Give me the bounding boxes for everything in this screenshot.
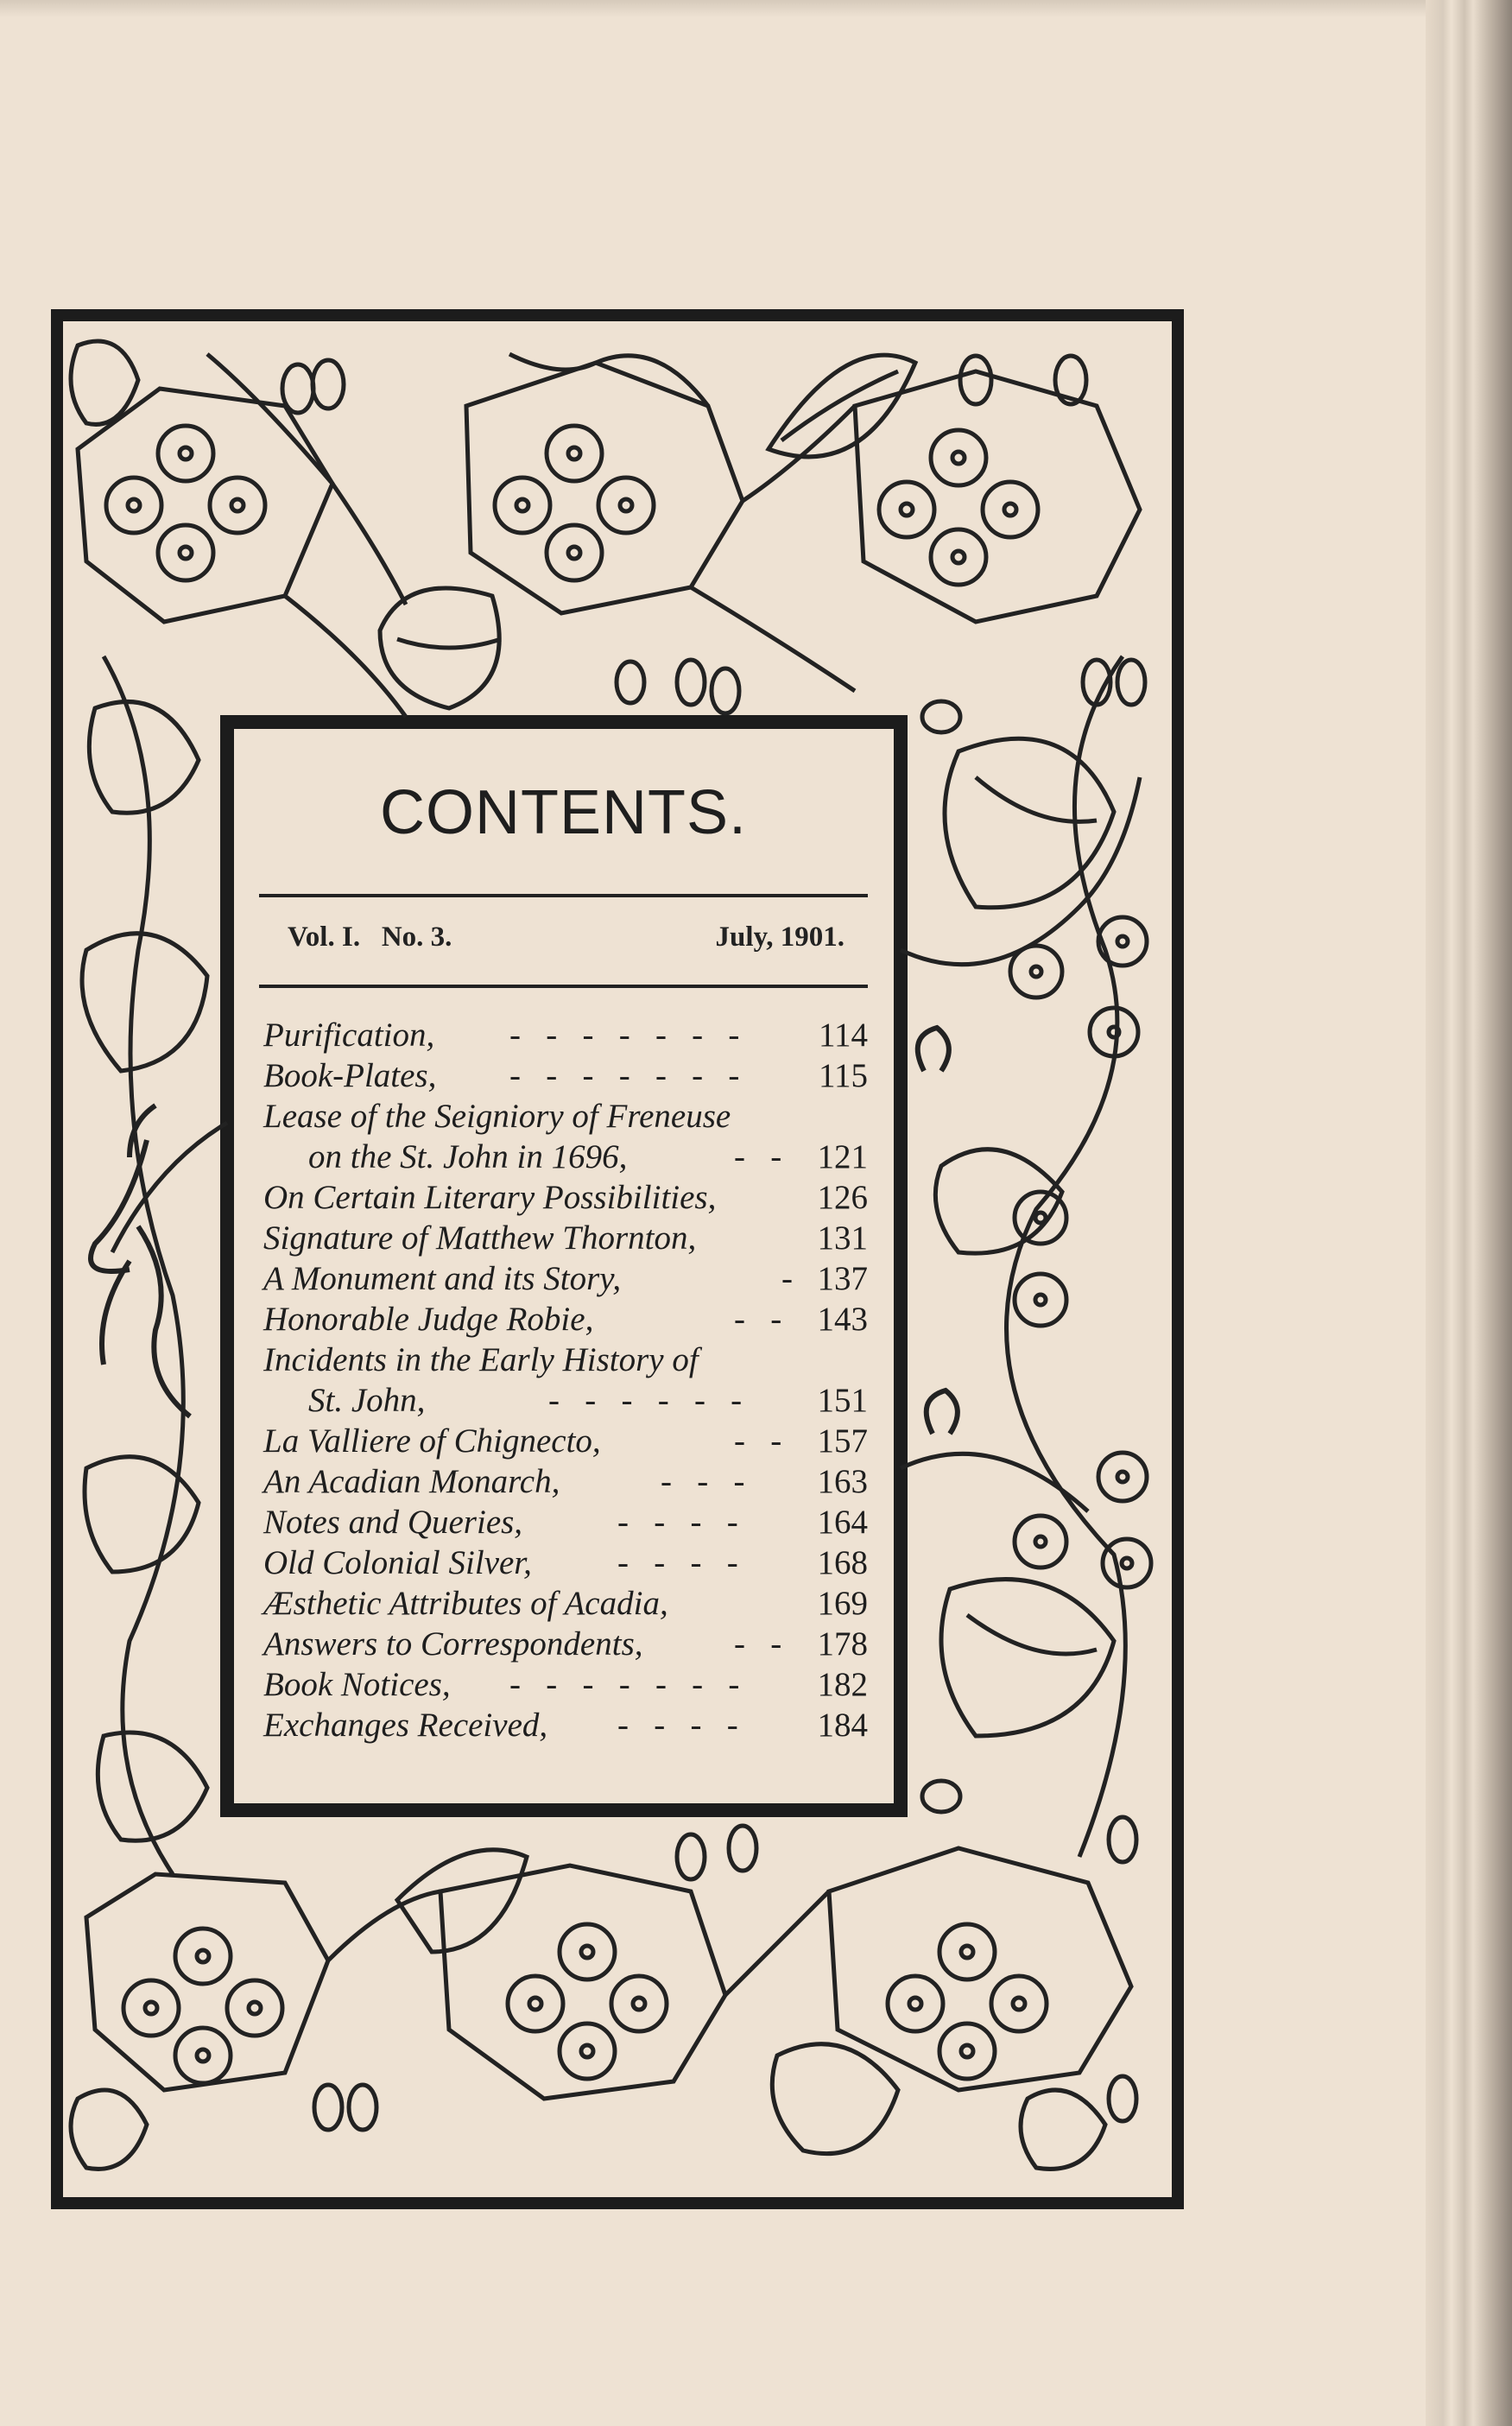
volume-number: Vol. I. No. 3. xyxy=(288,922,452,953)
toc-page-number: 115 xyxy=(818,1057,868,1094)
toc-entry xyxy=(263,1096,868,1137)
toc-entry xyxy=(263,1624,868,1664)
toc-title: Book Notices, xyxy=(263,1666,451,1703)
table-of-contents xyxy=(263,1015,868,1745)
toc-leader: - - - - - - - xyxy=(509,1666,740,1703)
toc-page-number: 178 xyxy=(817,1625,868,1663)
divider-top xyxy=(259,894,868,897)
toc-leader: - - - - - - - xyxy=(509,1057,740,1094)
toc-page-number: 137 xyxy=(817,1260,868,1297)
toc-title: Honorable Judge Robie, xyxy=(263,1301,594,1338)
toc-entry xyxy=(263,1502,868,1542)
page-title: CONTENTS. xyxy=(379,778,747,847)
toc-title: Incidents in the Early History of xyxy=(263,1341,699,1378)
toc-leader: - xyxy=(781,1260,793,1297)
toc-title: St. John, xyxy=(308,1382,426,1419)
toc-page-number: 182 xyxy=(817,1666,868,1703)
toc-title: Notes and Queries, xyxy=(263,1504,523,1541)
toc-title: Old Colonial Silver, xyxy=(263,1544,532,1581)
toc-title: Answers to Correspondents, xyxy=(263,1625,643,1663)
toc-entry xyxy=(263,1137,868,1177)
toc-entry xyxy=(263,1218,868,1258)
toc-title: Lease of the Seigniory of Freneuse xyxy=(263,1098,731,1135)
toc-entry xyxy=(263,1015,868,1055)
toc-leader: - - xyxy=(734,1625,782,1663)
toc-title: An Acadian Monarch, xyxy=(263,1463,560,1500)
toc-leader: - - - - - - xyxy=(548,1382,743,1419)
toc-entry xyxy=(263,1258,868,1299)
toc-leader: - - - - xyxy=(617,1544,738,1581)
issue-date: July, 1901. xyxy=(715,922,845,953)
toc-entry xyxy=(263,1340,868,1380)
toc-title: A Monument and its Story, xyxy=(263,1260,622,1297)
toc-title: Æsthetic Attributes of Acadia, xyxy=(263,1585,668,1622)
toc-entry xyxy=(263,1380,868,1421)
toc-leader: - - - xyxy=(661,1463,745,1500)
toc-entry xyxy=(263,1705,868,1745)
toc-page-number: 164 xyxy=(817,1504,868,1541)
toc-entry xyxy=(263,1055,868,1096)
toc-title: on the St. John in 1696, xyxy=(308,1138,628,1175)
toc-page-number: 121 xyxy=(817,1138,868,1175)
toc-page-number: 184 xyxy=(817,1707,868,1744)
toc-leader: - - - - xyxy=(617,1504,738,1541)
divider-bottom xyxy=(259,985,868,988)
toc-page-number: 151 xyxy=(817,1382,868,1419)
toc-entry xyxy=(263,1421,868,1461)
toc-title: Book-Plates, xyxy=(263,1057,437,1094)
toc-title: Signature of Matthew Thornton, xyxy=(263,1219,697,1257)
toc-entry xyxy=(263,1299,868,1340)
contents-panel xyxy=(237,730,889,1792)
toc-page-number: 163 xyxy=(817,1463,868,1500)
toc-entry xyxy=(263,1583,868,1624)
toc-entry xyxy=(263,1177,868,1218)
toc-page-number: 143 xyxy=(817,1301,868,1338)
toc-page-number: 114 xyxy=(818,1017,868,1054)
toc-entry xyxy=(263,1542,868,1583)
toc-leader: - - xyxy=(734,1301,782,1338)
toc-entry xyxy=(263,1664,868,1705)
toc-leader: - - xyxy=(734,1422,782,1460)
toc-page-number: 126 xyxy=(817,1179,868,1216)
toc-leader: - - - - - - - xyxy=(509,1017,740,1054)
toc-title: La Valliere of Chignecto, xyxy=(263,1422,601,1460)
toc-title: Exchanges Received, xyxy=(263,1707,548,1744)
toc-title: Purification, xyxy=(263,1017,435,1054)
toc-entry xyxy=(263,1461,868,1502)
toc-title: On Certain Literary Possibilities, xyxy=(263,1179,717,1216)
toc-page-number: 131 xyxy=(817,1219,868,1257)
toc-page-number: 169 xyxy=(817,1585,868,1622)
toc-page-number: 168 xyxy=(817,1544,868,1581)
toc-page-number: 157 xyxy=(817,1422,868,1460)
toc-leader: - - - - xyxy=(617,1707,738,1744)
toc-leader: - - xyxy=(734,1138,782,1175)
